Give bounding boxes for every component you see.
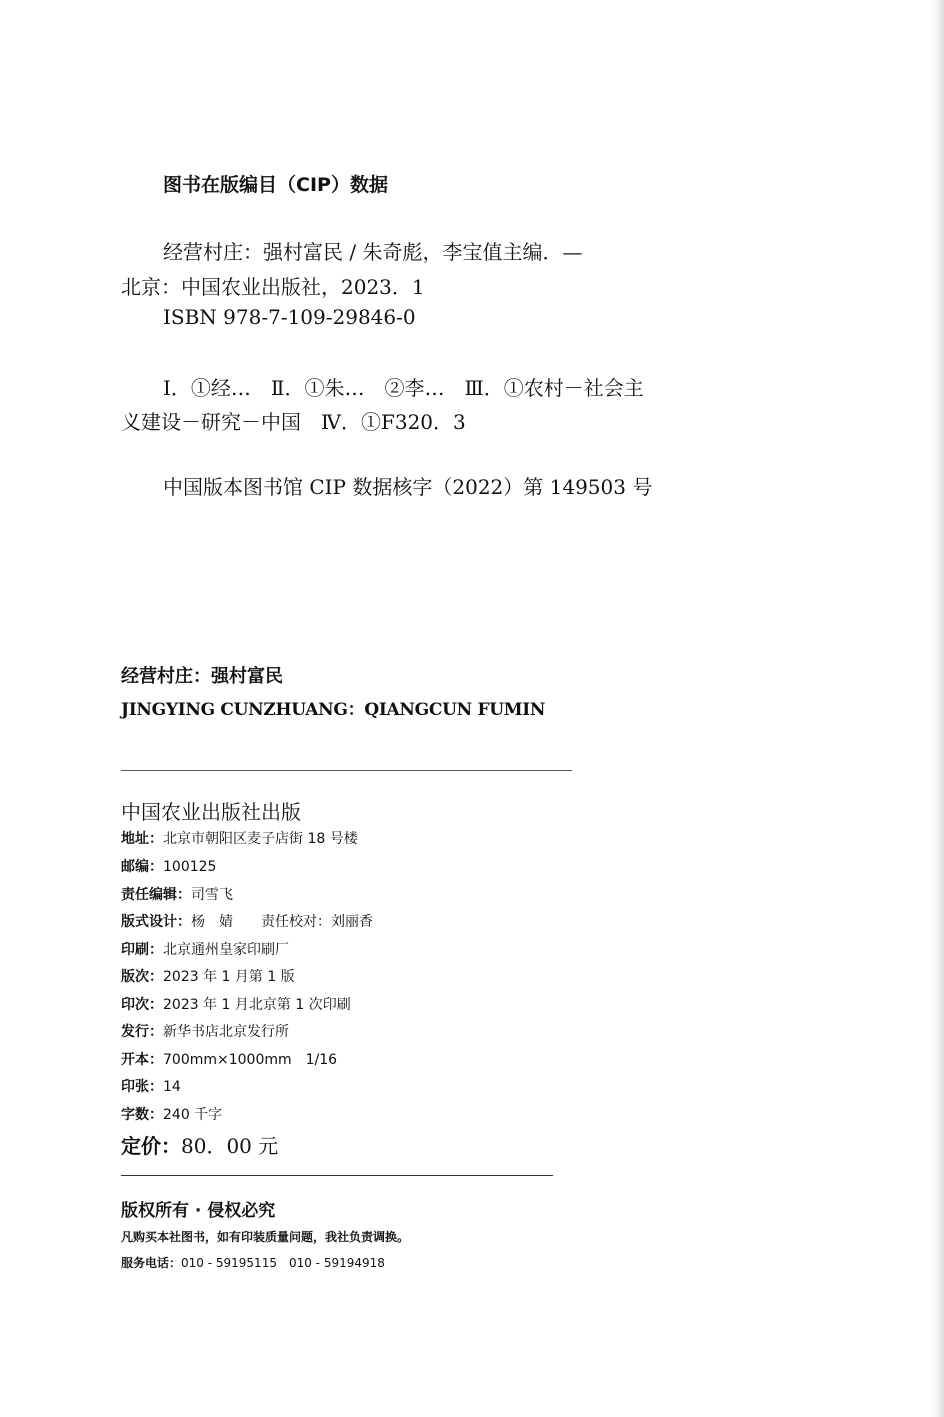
imprint-label: 版次： (121, 969, 163, 985)
price-value: 80．00 元 (181, 1134, 279, 1158)
divider-top (121, 770, 572, 771)
publisher-line: 中国农业出版社出版 (121, 800, 301, 824)
imprint-value: 240 千字 (163, 1107, 223, 1123)
imprint-row-distributor (121, 1021, 289, 1041)
imprint-value: 北京通州皇家印刷厂 (163, 942, 289, 958)
imprint-label: 印刷： (121, 942, 163, 958)
imprint-value: 2023 年 1 月第 1 版 (163, 969, 295, 985)
imprint-row-editor (121, 884, 233, 904)
cip-line-2: 北京：中国农业出版社，2023．1 (121, 275, 425, 299)
phone-label: 服务电话： (121, 1256, 182, 1270)
imprint-value: 14 (163, 1079, 181, 1095)
imprint-label: 印张： (121, 1079, 163, 1095)
imprint-label: 邮编： (121, 859, 163, 875)
imprint-row-edition (121, 966, 295, 986)
phone-value: 010 - 59195115 010 - 59194918 (181, 1256, 385, 1270)
imprint-value: 杨 婧 责任校对：刘丽香 (191, 914, 373, 930)
imprint-label: 地址： (121, 831, 163, 847)
cip-heading: 图书在版编目（CIP）数据 (163, 174, 388, 196)
imprint-row-printing (121, 994, 351, 1014)
cip-line-1: 经营村庄：强村富民 / 朱奇彪，李宝值主编．— (163, 240, 583, 264)
imprint-value: 700mm×1000mm 1/16 (163, 1052, 338, 1068)
imprint-label: 发行： (121, 1024, 163, 1040)
cip-isbn: ISBN 978-7-109-29846-0 (163, 305, 416, 329)
page-edge-shadow (930, 0, 944, 1417)
imprint-label: 责任编辑： (121, 887, 191, 903)
cip-record-number: 中国版本图书馆 CIP 数据核字（2022）第 149503 号 (163, 475, 653, 499)
book-title: 经营村庄：强村富民 (121, 666, 283, 687)
imprint-row-design (121, 911, 373, 931)
imprint-value: 新华书店北京发行所 (163, 1024, 289, 1040)
price-row (121, 1130, 278, 1159)
imprint-value: 2023 年 1 月北京第 1 次印刷 (163, 997, 351, 1013)
cip-subject-line-1: Ⅰ．①经… Ⅱ．①朱… ②李… Ⅲ．①农村－社会主 (163, 376, 644, 400)
cip-subject-line-2: 义建设－研究－中国 Ⅳ．①F320．3 (121, 410, 466, 434)
quality-notice: 凡购买本社图书，如有印装质量问题，我社负责调换。 (121, 1230, 410, 1244)
imprint-row-address (121, 828, 358, 848)
imprint-value: 北京市朝阳区麦子店街 18 号楼 (163, 831, 358, 847)
imprint-row-wordcount (121, 1104, 222, 1124)
service-phone (121, 1254, 385, 1271)
copyright-notice: 版权所有 · 侵权必究 (121, 1201, 276, 1221)
imprint-label: 字数： (121, 1107, 163, 1123)
imprint-row-format (121, 1049, 337, 1069)
imprint-label: 印次： (121, 997, 163, 1013)
imprint-row-postcode (121, 856, 216, 876)
imprint-value: 100125 (163, 859, 217, 875)
divider-bottom (121, 1175, 553, 1176)
price-label: 定价： (121, 1134, 181, 1158)
imprint-row-printer (121, 939, 289, 959)
imprint-value: 司雪飞 (191, 887, 233, 903)
imprint-row-sheets (121, 1076, 181, 1096)
imprint-label: 版式设计： (121, 914, 191, 930)
imprint-label: 开本： (121, 1052, 163, 1068)
book-title-pinyin: JINGYING CUNZHUANG：QIANGCUN FUMIN (121, 700, 546, 720)
